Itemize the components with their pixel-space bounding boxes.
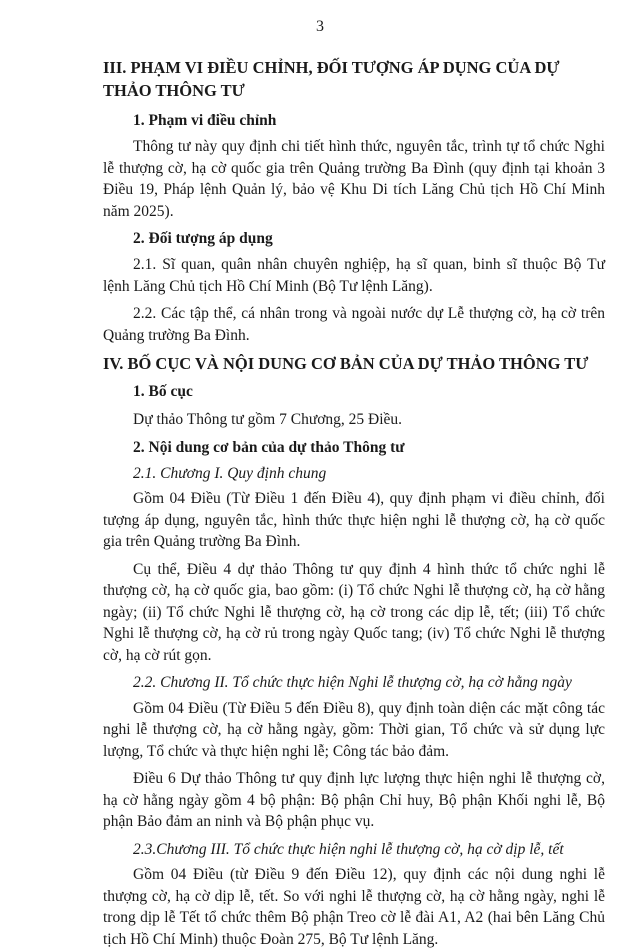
section-3-title: III. PHẠM VI ĐIỀU CHỈNH, ĐỐI TƯỢNG ÁP DỤNG CỦA DỰ THẢO THÔNG TƯ: [103, 58, 560, 100]
chapter-2-paragraph-2: Điều 6 Dự thảo Thông tư quy định lực lượng thực hiện nghi lễ thượng cờ, hạ cờ hằng ngày gồm 4 bộ phận: Bộ phận Chỉ huy, Bộ phận Khối nghi lễ, Bộ phận Bảo đảm an ninh và Bộ phận phục vụ.: [103, 770, 605, 830]
chapter-1-title: 2.1. Chương I. Quy định chung: [133, 464, 327, 482]
chapter-2-paragraph-1: Gồm 04 Điều (Từ Điều 5 đến Điều 8), quy định toàn diện các mặt công tác nghi lễ thượng cờ, hạ cờ hằng ngày, gồm: Thời gian, Tổ chức và sử dụng lực lượng, Tổ chức và thực hiện nghi lễ; Công tác bảo đảm.: [103, 699, 605, 760]
chapter-2-title: 2.2. Chương II. Tổ chức thực hiện Nghi lễ thượng cờ, hạ cờ hằng ngày: [133, 674, 572, 691]
layout-heading: 1. Bố cục: [133, 383, 193, 400]
chapter-3-paragraph-1: Gồm 04 Điều (từ Điều 9 đến Điều 12), quy định các nội dung nghi lễ thượng cờ, hạ cờ dịp lễ, tết. So với nghi lễ thượng cờ, hạ cờ hằng ngày, nghi lễ trong dịp lễ Tết tổ chức thêm Bộ phận Treo cờ lễ đài A1, A2 (hai bên Lăng Chủ tịch Hồ Chí Minh) thuộc Đoàn 275, Bộ Tư lệnh Lăng.: [103, 866, 605, 948]
layout-paragraph: Dự thảo Thông tư gồm 7 Chương, 25 Điều.: [133, 411, 403, 428]
subjects-heading: 2. Đối tượng áp dụng: [133, 230, 273, 247]
subjects-item-1: 2.1. Sĩ quan, quân nhân chuyên nghiệp, hạ sĩ quan, binh sĩ thuộc Bộ Tư lệnh Lăng Chủ tịch Hồ Chí Minh (Bộ Tư lệnh Lăng).: [103, 256, 605, 295]
chapter-1-paragraph-1: Gồm 04 Điều (Từ Điều 1 đến Điều 4), quy định phạm vi điều chỉnh, đối tượng áp dụng, nguyên tắc, hình thức thực hiện nghi lễ thượng cờ, hạ cờ quốc gia trên Quảng trường Ba Đình.: [103, 490, 605, 550]
chapter-3-title: 2.3.Chương III. Tổ chức thực hiện nghi lễ thượng cờ, hạ cờ dịp lễ, tết: [133, 840, 564, 858]
page-content: [103, 56, 605, 950]
section-4-title: IV. BỐ CỤC VÀ NỘI DUNG CƠ BẢN CỦA DỰ THẢO THÔNG TƯ: [103, 354, 589, 373]
scope-heading: 1. Phạm vi điều chỉnh: [133, 112, 277, 129]
subjects-item-2: 2.2. Các tập thể, cá nhân trong và ngoài nước dự Lễ thượng cờ, hạ cờ trên Quảng trường Ba Đình.: [103, 305, 605, 344]
chapter-1-paragraph-2: Cụ thể, Điều 4 dự thảo Thông tư quy định 4 hình thức tổ chức nghi lễ thượng cờ, hạ cờ quốc gia, bao gồm: (i) Tổ chức Nghi lễ thượng cờ, hạ cờ hằng ngày; (ii) Tổ chức Nghi lễ thượng cờ, hạ cờ trong các dịp lễ, tết; (iii) Tổ chức Nghi lễ thượng cờ, hạ cờ rủ trong ngày Quốc tang; (iv) Tổ chức Nghi lễ thượng cờ, hạ cờ rút gọn.: [103, 560, 605, 664]
content-heading: 2. Nội dung cơ bản của dự thảo Thông tư: [133, 438, 405, 456]
scope-paragraph: Thông tư này quy định chi tiết hình thức, nguyên tắc, trình tự tổ chức Nghi lễ thượng cờ, hạ cờ quốc gia trên Quảng trường Ba Đình (quy định tại khoản 3 Điều 19, Pháp lệnh Quản lý, bảo vệ Khu Di tích Lăng Chủ tịch Hồ Chí Minh năm 2025).: [103, 138, 605, 220]
page-number: 3: [316, 18, 324, 35]
